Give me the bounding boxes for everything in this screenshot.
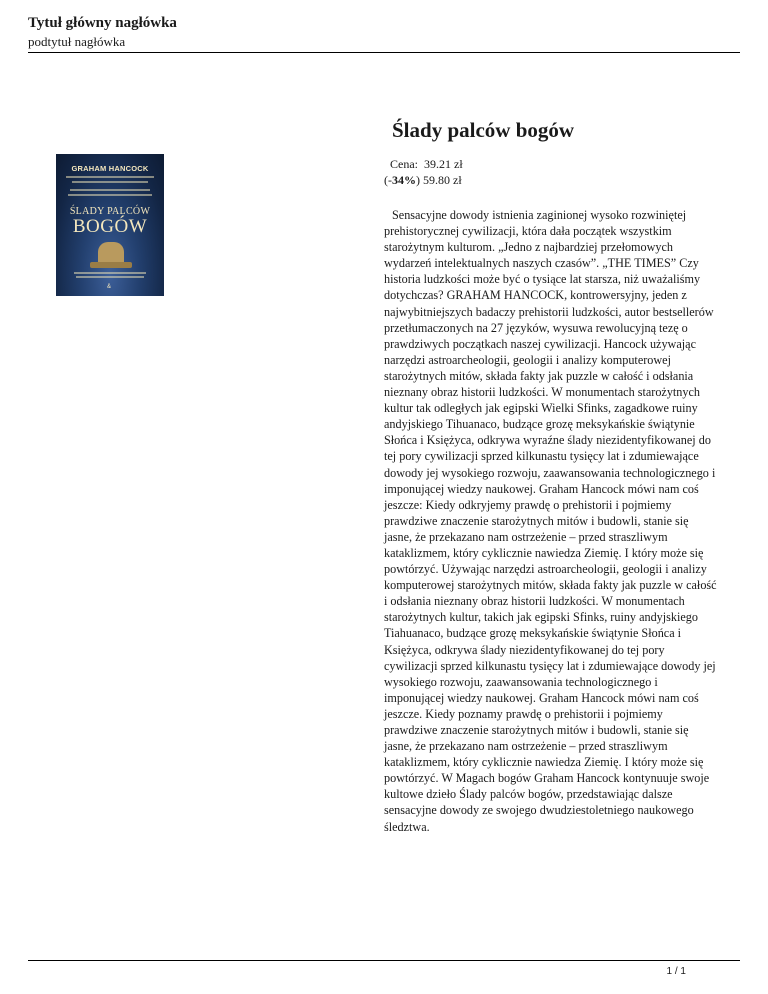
old-price-value: 59.80 zł: [423, 173, 462, 187]
cover-blurb-line: [66, 176, 154, 178]
cover-blurb-line: [72, 181, 148, 183]
cover-title-line2: BOGÓW: [72, 216, 148, 237]
footer-divider: [28, 960, 740, 961]
discount-close: ): [416, 173, 420, 187]
price-label: Cena:: [390, 157, 418, 171]
cover-blurb-line: [68, 194, 152, 196]
price-value: 39.21 zł: [424, 157, 463, 171]
header-title: Tytuł główny nagłówka: [28, 15, 177, 31]
sphinx-base-icon: [90, 262, 132, 268]
cover-blurb-line: [76, 276, 144, 278]
header-subtitle: podtytuł nagłówka: [28, 34, 126, 49]
book-cover-image: [56, 154, 164, 296]
page-number: 1 / 1: [666, 966, 686, 977]
price-line: [384, 157, 463, 172]
discount-percent: 34%: [392, 173, 416, 187]
cover-title-line1: ŚLADY PALCÓW: [69, 206, 151, 217]
cover-author: GRAHAM HANCOCK: [71, 164, 149, 173]
book-title: Ślady palców bogów: [392, 118, 575, 142]
cover-blurb-line: [70, 189, 150, 191]
old-price-line: [384, 173, 462, 188]
discount-open: (-: [384, 173, 392, 187]
page-header: [28, 14, 740, 50]
publisher-logo-icon: &: [107, 284, 112, 290]
cover-blurb-line: [74, 272, 146, 274]
header-divider: [28, 52, 740, 53]
book-description: Sensacyjne dowody istnienia zaginionej wysoko rozwiniętej prehistorycznej cywilizacji, która dała początek wszystkim starożytnym kulturom. „Jedno z najbardziej przełomowych wydarzeń intelektualnych naszych czasów”. „THE TIMES” Czy historia ludzkości może być o tysiące lat starsza, niż uważaliśmy dotychczas? GRAHAM HANCOCK, kontrowersyjny, jeden z najwybitniejszych badaczy prehistorii ludzkości, autor bestsellerów przetłumaczonych na 27 języków, wysuwa rewolucyjną tezę o prawdziwych początkach naszej cywilizacji. Hancock używając narzędzi astroarcheologii, geologii i analizy komputerowej starożytnych mitów, składa fakty jak puzzle w całość i odsłania nieznany obraz historii ludzkości. W monumentach starożytnych kultur tak odległych jak egipski Wielki Sfinks, zagadkowe ruiny andyjskiego Tihuanaco, budzące grozę meksykańskie świątynie Słońca i Księżyca, odkrywa wyraźne ślady niezidentyfikowanej do tej pory cywilizacji sprzed kilkunastu tysięcy lat i zdumiewające dowody jej wysokiego rozwoju, zaawansowania technologicznego i imponującej wiedzy naukowej. Graham Hancock mówi nam coś jeszcze: Kiedy odkryjemy prawdę o prehistorii i pojmiemy prawdziwe znaczenie starożytnych mitów i budowli, stanie się jasne, że przekazano nam ostrzeżenie – przed straszliwym kataklizmem, który cyklicznie nawiedza Ziemię. I który może się powtórzyć. Używając narzędzi astroarcheologii, geologii i analizy komputerowej starożytnych mitów, składa fakty jak puzzle w całość i odsłania nieznany obraz historii ludzkości. W monumentach starożytnych kultur, takich jak egipski Sfinks, ruiny andyjskiego Tiahuanaco, budzące grozę meksykańskie świątynie Słońca i Księżyca, odkrywa ślady niezidentyfikowanej do tej pory cywilizacji sprzed kilkunastu tysięcy lat i zdumiewające dowody jej wysokiego rozwoju, zaawansowania technologicznego i imponującej wiedzy naukowej. Graham Hancock mówi nam coś jeszcze. Kiedy poznamy prawdę o prehistorii i pojmiemy prawdziwe znaczenie starożytnych mitów i budowli, stanie się jasne, że przekazano nam ostrzeżenie – przed straszliwym kataklizmem, który cyklicznie nawiedza Ziemię. I który może się powtórzyć. W Magach bogów Graham Hancock kontynuuje swoje kultowe dzieło Ślady palców bogów, przedstawiając dalsze sensacyjne dowody ze swojego dwudziestoletniego naukowego śledztwa.: [384, 208, 717, 834]
